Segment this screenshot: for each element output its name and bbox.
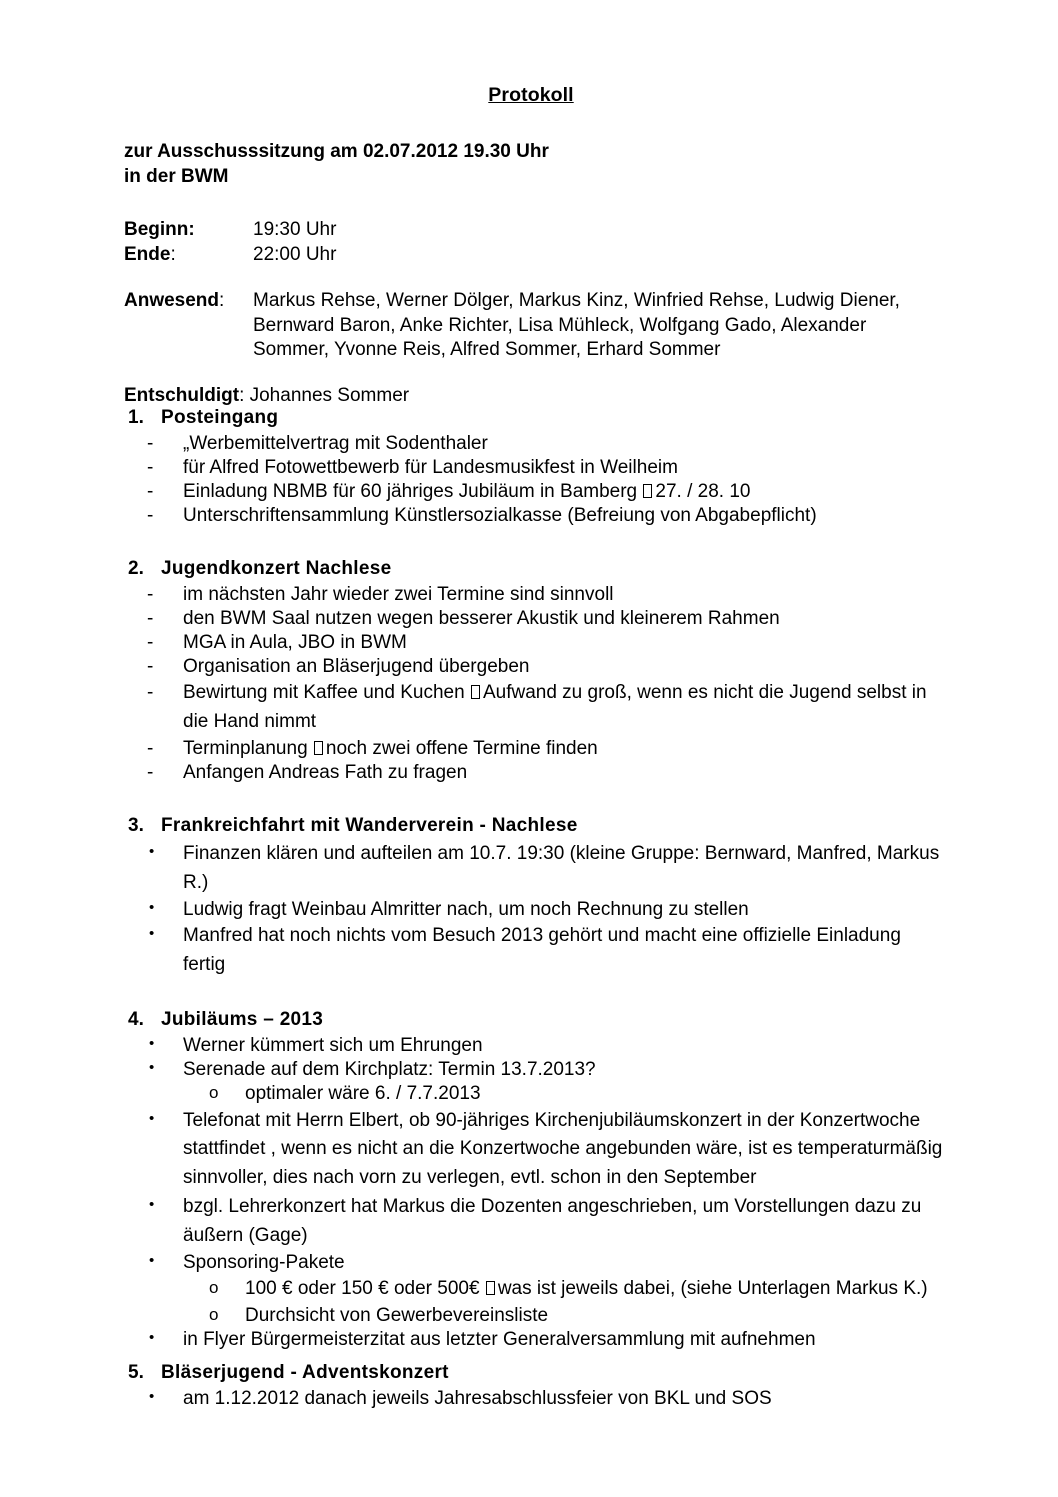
section-heading: Posteingang	[161, 406, 279, 428]
attendees-label-colon: :	[219, 290, 225, 312]
list-item-body	[183, 925, 901, 975]
item-text: Sponsoring-Pakete	[183, 1251, 345, 1273]
dash-marker-icon: -	[147, 682, 154, 704]
bullet-marker-icon: •	[149, 1387, 155, 1405]
dash-marker-icon: -	[147, 632, 154, 653]
item-text: Manfred hat noch nichts vom Besuch 2013 gehört und macht eine offizielle Einladung fertig	[183, 924, 901, 975]
item-text-after: noch zwei offene Termine finden	[325, 737, 598, 759]
item-text: für Alfred Fotowettbewerb für Landesmusikfest in Weilheim	[183, 456, 678, 478]
section-number: 4.	[128, 1009, 144, 1031]
document-body	[124, 84, 944, 1411]
item-text: Organisation an Bläserjugend übergeben	[183, 656, 530, 678]
list-item-body	[183, 1035, 483, 1056]
missing-glyph-box-icon	[314, 741, 323, 755]
list-item-body	[183, 608, 780, 629]
sub-list-item-body	[245, 1305, 548, 1326]
item-text: „Werbemittelvertrag mit Sodenthaler	[183, 432, 488, 454]
section-heading: Jubiläums – 2013	[161, 1009, 324, 1031]
bullet-marker-icon: •	[149, 1035, 155, 1053]
list-item-body	[183, 1059, 596, 1080]
list-item-body	[183, 584, 614, 605]
excused-label: Entschuldigt	[124, 384, 240, 406]
list-item-body	[183, 505, 817, 526]
section-heading: Jugendkonzert Nachlese	[161, 557, 392, 579]
list-item	[124, 1387, 944, 1411]
item-text-after: Aufwand zu groß, wenn es nicht die Jugend selbst in die Hand nimmt	[183, 682, 927, 732]
section-heading: Frankreichfahrt mit Wanderverein - Nachlese	[161, 814, 578, 836]
missing-glyph-box-icon	[486, 1281, 495, 1295]
item-text-before: Einladung NBMB für 60 jähriges Jubiläum in Bamberg	[183, 480, 643, 502]
item-text-before: Bewirtung mit Kaffee und Kuchen	[183, 682, 470, 704]
sub-list-item-body	[245, 1278, 928, 1299]
attendees-label-text: Anwesend	[124, 290, 220, 312]
section-item-list	[124, 583, 944, 785]
missing-glyph-box-icon	[643, 484, 652, 498]
list-item-body	[183, 481, 750, 502]
circle-marker-icon: o	[209, 1304, 219, 1324]
item-text: MGA in Aula, JBO in BWM	[183, 632, 407, 653]
meeting-end-label-colon: :	[170, 244, 176, 266]
list-item	[124, 1328, 944, 1352]
list-item-body	[183, 762, 467, 783]
item-text: am 1.12.2012 danach jeweils Jahresabschlussfeier von BKL und SOS	[183, 1387, 772, 1409]
list-item	[124, 504, 944, 528]
list-item	[124, 583, 944, 607]
item-text: Ludwig fragt Weinbau Almritter nach, um noch Rechnung zu stellen	[183, 898, 749, 920]
section-item-list	[124, 840, 944, 980]
agenda-section	[124, 1362, 944, 1411]
list-item-body	[183, 632, 407, 653]
excused-value: : Johannes Sommer	[239, 384, 410, 406]
section-number: 3.	[128, 814, 144, 836]
sub-list-item-body	[245, 1083, 481, 1104]
section-item-list	[124, 432, 944, 528]
section-number: 1.	[128, 406, 144, 428]
item-text: Unterschriftensammlung Künstlersozialkasse (Befreiung von Abgabepflicht)	[183, 504, 817, 526]
agenda-section	[124, 815, 944, 980]
item-text-before: Terminplanung	[183, 737, 313, 759]
item-text: im nächsten Jahr wieder zwei Termine sind sinnvoll	[183, 583, 614, 605]
list-item-body	[183, 899, 749, 920]
list-item	[124, 1034, 944, 1058]
dash-marker-icon: -	[147, 456, 154, 478]
list-item-body	[183, 433, 488, 454]
meeting-end-label-text: Ende	[124, 244, 171, 266]
dash-marker-icon: -	[147, 480, 154, 502]
subtitle-line-1: zur Ausschusssitzung am 02.07.2012 19.30 Uhr	[124, 141, 549, 162]
sub-item-list	[124, 1082, 944, 1106]
agenda-section	[124, 407, 944, 528]
section-heading: Bläserjugend - Adventskonzert	[161, 1361, 449, 1383]
list-item-body	[183, 682, 927, 732]
item-text: Telefonat mit Herrn Elbert, ob 90-jähriges Kirchenjubiläumskonzert in der Konzertwoche stattfindet , wenn es nicht an die Konzertwoche angebunden wäre, ist es temperaturmäßig sinnvoller, dies nach vorn zu verlegen, evtl. schon in den September	[183, 1109, 943, 1189]
bullet-marker-icon: •	[149, 898, 155, 916]
meeting-start-label: Beginn:	[124, 219, 195, 241]
excused-row	[124, 385, 944, 407]
item-text: Werner kümmert sich um Ehrungen	[183, 1035, 483, 1057]
agenda-section	[124, 558, 944, 785]
list-item-body	[183, 1110, 942, 1189]
bullet-marker-icon: •	[149, 1059, 155, 1077]
list-item	[124, 480, 944, 504]
item-text-after: was ist jeweils dabei, (siehe Unterlagen Markus K.)	[497, 1277, 928, 1299]
dash-marker-icon: -	[147, 432, 154, 454]
attendees-label	[124, 289, 253, 363]
missing-glyph-box-icon	[471, 685, 480, 699]
dash-marker-icon: -	[147, 583, 154, 605]
meeting-end-label	[124, 242, 253, 267]
bullet-marker-icon: •	[149, 924, 155, 942]
list-item	[124, 679, 944, 737]
subtitle-line-2: in der BWM	[124, 166, 229, 188]
dash-marker-icon: -	[147, 607, 154, 629]
sub-list-item	[124, 1082, 944, 1106]
bullet-marker-icon: •	[149, 1109, 155, 1127]
section-number: 5.	[128, 1361, 144, 1383]
sub-list-item	[124, 1304, 944, 1328]
bullet-marker-icon: •	[149, 842, 155, 860]
list-item-body	[183, 1329, 816, 1350]
circle-marker-icon: o	[209, 1083, 219, 1103]
list-item	[124, 456, 944, 480]
list-item-body	[183, 656, 529, 677]
list-item-body	[183, 1196, 921, 1246]
list-item	[124, 655, 944, 679]
agenda-sections	[124, 407, 944, 1411]
list-item-body	[183, 1388, 772, 1409]
meeting-start-row	[124, 217, 944, 242]
list-item	[124, 631, 944, 655]
agenda-section	[124, 1009, 944, 1351]
section-item-list	[124, 1387, 944, 1411]
dash-marker-icon: -	[147, 504, 154, 526]
list-item-body	[183, 738, 598, 759]
list-item	[124, 761, 944, 785]
list-item	[124, 1193, 944, 1251]
dash-marker-icon: -	[147, 737, 154, 759]
list-item-body	[183, 1252, 345, 1273]
document-subtitle	[124, 139, 944, 189]
item-text: Finanzen klären und aufteilen am 10.7. 19:30 (kleine Gruppe: Bernward, Manfred, Markus R.)	[183, 842, 940, 893]
item-text: den BWM Saal nutzen wegen besserer Akustik und kleinerem Rahmen	[183, 607, 780, 629]
bullet-marker-icon: •	[149, 1328, 155, 1346]
meeting-end-row	[124, 242, 944, 267]
item-text: in Flyer Bürgermeisterzitat aus letzter Generalversammlung mit aufnehmen	[183, 1328, 816, 1350]
document-title: Protokoll	[488, 84, 574, 106]
item-text-after: 27. / 28. 10	[655, 480, 751, 502]
list-item	[124, 737, 944, 761]
meeting-times	[124, 217, 944, 267]
meeting-end-value: 22:00 Uhr	[253, 244, 337, 266]
bullet-marker-icon: •	[149, 1251, 155, 1269]
dash-marker-icon: -	[147, 656, 154, 678]
item-text: Durchsicht von Gewerbevereinsliste	[245, 1304, 549, 1326]
list-item	[124, 607, 944, 631]
section-number: 2.	[128, 557, 144, 579]
item-text: Serenade auf dem Kirchplatz: Termin 13.7.2013?	[183, 1059, 596, 1081]
sub-item-list	[124, 1275, 944, 1328]
list-item	[124, 1107, 944, 1194]
list-item-body	[183, 843, 939, 893]
sub-list-item	[124, 1275, 944, 1304]
meeting-start-value: 19:30 Uhr	[253, 219, 337, 241]
list-item	[124, 840, 944, 898]
list-item	[124, 898, 944, 922]
list-item-body	[183, 457, 678, 478]
circle-marker-icon: o	[209, 1277, 219, 1297]
attendees-value: Markus Rehse, Werner Dölger, Markus Kinz, Winfried Rehse, Ludwig Diener, Bernward Baron, Anke Richter, Lisa Mühleck, Wolfgang Gado, Alexander Sommer, Yvonne Reis, Alfred Sommer, Erhard Sommer	[253, 290, 900, 361]
item-text: optimaler wäre 6. / 7.7.2013	[245, 1083, 481, 1105]
section-item-list	[124, 1034, 944, 1351]
item-text: bzgl. Lehrerkonzert hat Markus die Dozenten angeschrieben, um Vorstellungen dazu zu äußern (Gage)	[183, 1196, 922, 1246]
dash-marker-icon: -	[147, 761, 154, 783]
bullet-marker-icon: •	[149, 1196, 155, 1214]
item-text: Anfangen Andreas Fath zu fragen	[183, 761, 468, 783]
list-item	[124, 432, 944, 456]
list-item	[124, 922, 944, 980]
list-item	[124, 1251, 944, 1328]
list-item	[124, 1058, 944, 1106]
item-text-before: 100 € oder 150 € oder 500€	[245, 1277, 485, 1299]
attendees-row	[124, 289, 944, 363]
